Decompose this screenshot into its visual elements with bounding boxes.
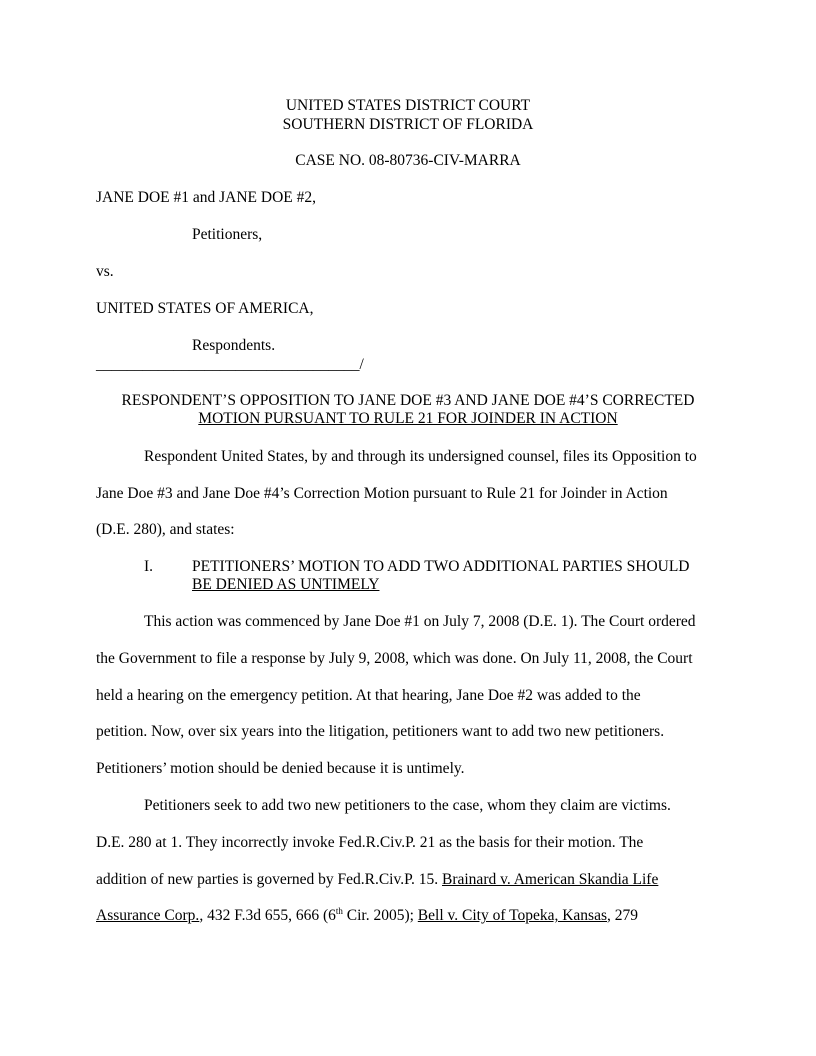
para1-line4: petition. Now, over six years into the litigation, petitioners want to add two new petitioners. xyxy=(96,723,665,740)
section-heading-line1: PETITIONERS’ MOTION TO ADD TWO ADDITIONAL PARTIES SHOULD xyxy=(192,558,690,575)
intro-line1: Respondent United States, by and through its undersigned counsel, files its Opposition to xyxy=(144,448,697,465)
citation-volume: , 279 xyxy=(607,907,638,924)
document-title-line2 xyxy=(0,409,816,428)
para2-line3 xyxy=(96,870,658,889)
citation-reporter: , 432 F.3d 655, 666 (6 xyxy=(199,907,336,924)
para1-line3: held a hearing on the emergency petition. At that hearing, Jane Doe #2 was added to the xyxy=(96,687,641,704)
caption-separator: __________________________________/ xyxy=(96,356,364,373)
case-citation-bell: Bell v. City of Topeka, Kansas xyxy=(417,907,607,924)
court-name-line2: SOUTHERN DISTRICT OF FLORIDA xyxy=(282,116,534,133)
petitioners-role: Petitioners, xyxy=(192,226,263,243)
section-heading-line2-text: BE DENIED AS UNTIMELY xyxy=(192,576,380,593)
section-number: I. xyxy=(144,558,154,575)
intro-line2: Jane Doe #3 and Jane Doe #4’s Correction Motion pursuant to Rule 21 for Joinder in Action xyxy=(96,485,668,502)
case-citation-brainard-cont: Assurance Corp. xyxy=(96,907,200,924)
para1-line2: the Government to file a response by July 9, 2008, which was done. On July 11, 2008, the Court xyxy=(96,650,693,667)
ordinal-superscript: th xyxy=(335,905,343,916)
intro-line3: (D.E. 280), and states: xyxy=(96,521,235,538)
respondent-role: Respondents. xyxy=(192,337,276,354)
para1-line5: Petitioners’ motion should be denied because it is untimely. xyxy=(96,760,465,777)
para2-line2: D.E. 280 at 1. They incorrectly invoke Fed.R.Civ.P. 21 as the basis for their motion. The xyxy=(96,834,644,851)
document-title-line1: RESPONDENT’S OPPOSITION TO JANE DOE #3 AND JANE DOE #4’S CORRECTED xyxy=(121,392,695,409)
section-heading-line2 xyxy=(192,575,379,594)
para2-line1: Petitioners seek to add two new petitioners to the case, whom they claim are victims. xyxy=(144,797,671,814)
citation-court-year: Cir. 2005); xyxy=(342,907,418,924)
court-name-line1: UNITED STATES DISTRICT COURT xyxy=(285,97,531,114)
petitioners-names: JANE DOE #1 and JANE DOE #2, xyxy=(96,189,316,206)
document-title-line2-text: MOTION PURSUANT TO RULE 21 FOR JOINDER IN ACTION xyxy=(198,410,618,427)
para2-line3-text: addition of new parties is governed by Fed.R.Civ.P. 15. xyxy=(96,871,442,888)
para2-line4 xyxy=(96,906,638,925)
case-number: CASE NO. 08-80736-CIV-MARRA xyxy=(295,152,521,169)
case-citation-brainard: Brainard v. American Skandia Life xyxy=(442,871,659,888)
respondent-name: UNITED STATES OF AMERICA, xyxy=(96,300,314,317)
para1-line1: This action was commenced by Jane Doe #1 on July 7, 2008 (D.E. 1). The Court ordered xyxy=(144,613,696,630)
versus: vs. xyxy=(96,263,114,280)
